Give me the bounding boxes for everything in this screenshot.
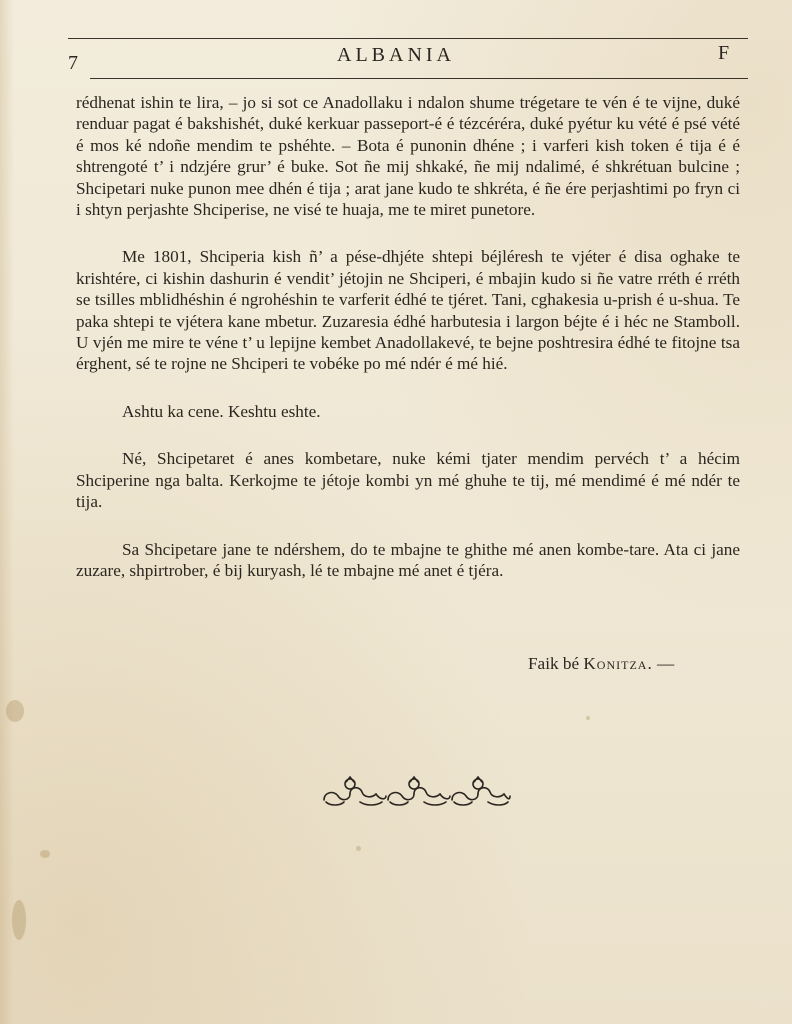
- ornament-unit-right: [452, 777, 510, 805]
- header-rule-bottom: [90, 78, 748, 79]
- paper-stain: [40, 850, 50, 858]
- author-first-name: Faik bé: [528, 654, 580, 673]
- floral-scroll-ornament-icon: [320, 774, 514, 810]
- signature-mark: F: [718, 42, 730, 64]
- paragraph-ashtu: Ashtu ka cene. Keshtu eshte.: [122, 401, 321, 421]
- header-rule-top: [68, 38, 748, 39]
- page-edge-shadow: [0, 0, 14, 1024]
- paragraph-shcipetaret: Né, Shcipetaret é anes kombetare, nuke kémi tjater mendim pervéch t’ a hécim Shciperine nga balta. Kerkojme te jétoje kombi yn mé ghuhe te tij, mé mendimé é mé ndér te tija.: [76, 449, 740, 512]
- paragraph-sa-shcipetare: Sa Shcipetare jane te ndérshem, do te mbajne te ghithe mé anen kombe-tare. Ata ci jane zuzare, shpirtrober, é bij kuryash, lé te mbajne mé anet é tjéra.: [76, 539, 740, 580]
- running-title: ALBANIA: [337, 44, 455, 66]
- paragraph-continued: rédhenat ishin te lira, – jo si sot ce Anadollaku i ndalon shume trégetare te vén é te vijne, duké renduar pagat é bakshishét, duké kerkuar passeport-é é tézcéréra, duké pyétur ku vété é psé vété é mos ké ndoñe mendim te pshéhte. – Bota é punonin dhéne ; i varferi kish token é tija é é shtrengoté t’ i ndzjére grur’ é buke. Sot ñe mij shkaké, ñe mij ndalimé, é shkrétuan bulcine ; Shcipetari nuke punon mee dhén é tija ; arat jane kudo te shkréta, é ñe ére perjashtimi po fryn ci i shtyn perjashte Shciperise, ne visé te huaja, me te miret punetore.: [76, 93, 740, 220]
- article-body: [76, 92, 740, 607]
- author-signature: [528, 654, 674, 674]
- paragraph-1801: Me 1801, Shciperia kish ñ’ a pése-dhjéte shtepi béjléresh te vjéter é disa oghake te krishtére, ci kishin dashurin é vendit’ jétojin ne Shciperi, é mbajin kudo si ñe vatre rréth é rréth se tsilles mblidhéshin é ngrohéshin te varferit édhé te tjéret. Tani, cghakesia u-prish é u-shua. Te paka shtepi te vjétera kane mbetur. Zuzaresia édhé harbutesia i largon béjte é i héc ne Stamboll. U vjén me mire te véne t’ u lepijne kembet Anadollakevé, te bejne poshtresira édhé te fitojne tsa érghent, sé te rojne ne Shciperi te vobéke po mé ndér é mé hié.: [76, 247, 740, 374]
- paper-stain: [356, 846, 361, 851]
- ornament-unit-center: [388, 777, 450, 805]
- page-number: 7: [68, 52, 78, 74]
- signature-dash: —: [657, 654, 675, 673]
- paper-stain: [12, 900, 26, 940]
- ornament-unit-left: [324, 777, 386, 805]
- paper-stain: [6, 700, 24, 722]
- author-last-name: Konitza.: [583, 654, 653, 673]
- paper-stain: [586, 716, 590, 720]
